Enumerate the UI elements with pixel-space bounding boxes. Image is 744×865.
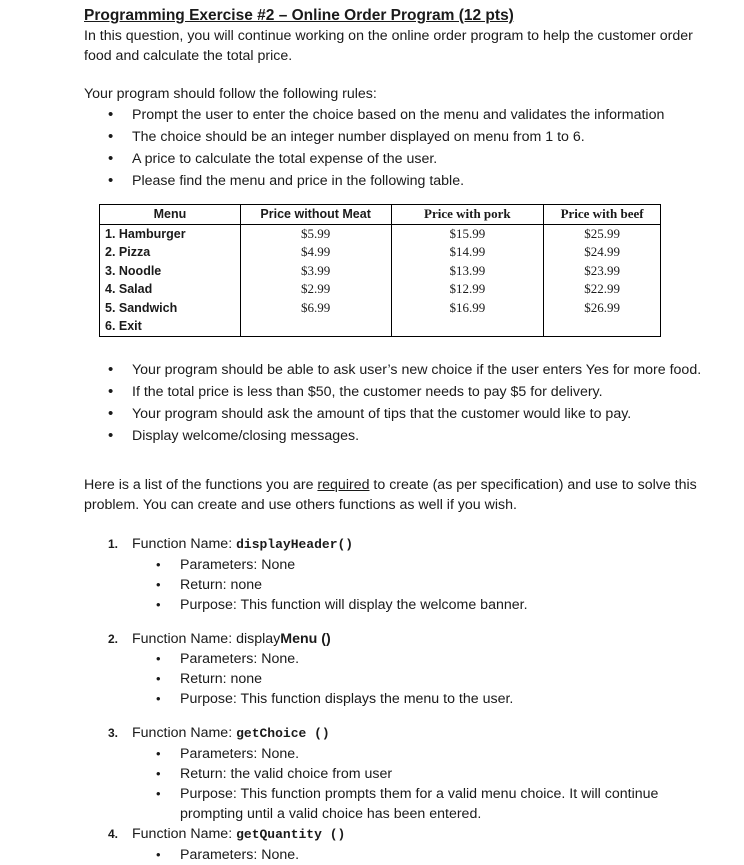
function-number: 2.: [108, 631, 119, 646]
function-details: [132, 845, 724, 865]
function-detail: • Parameters: None.: [132, 744, 724, 764]
function-detail: • Purpose: This function displays the menu to the user.: [132, 689, 724, 709]
price-cell: $16.99: [391, 299, 544, 318]
header-price-no-meat: Price without Meat: [240, 205, 391, 225]
function-item: [84, 723, 724, 824]
header-menu: Menu: [100, 205, 241, 225]
rule-item: • A price to calculate the total expense of the user.: [84, 148, 724, 170]
price-cell: $4.99: [240, 243, 391, 262]
menu-item: 6. Exit: [100, 317, 241, 336]
rule-item: • If the total price is less than $50, the customer needs to pay $5 for delivery.: [84, 381, 724, 403]
price-cell: $12.99: [391, 280, 544, 299]
rules-list: [84, 104, 724, 192]
header-price-pork: Price with pork: [391, 205, 544, 225]
price-cell: $25.99: [544, 224, 661, 243]
price-cell: $24.99: [544, 243, 661, 262]
table-row: [100, 224, 661, 243]
price-cell: $15.99: [391, 224, 544, 243]
intro-paragraph: In this question, you will continue working on the online order program to help the customer order food and calculate the total price.: [84, 28, 693, 64]
function-detail: • Purpose: This function will display the welcome banner.: [132, 595, 724, 615]
rule-item: • Your program should be able to ask user’s new choice if the user enters Yes for more food.: [84, 359, 724, 381]
function-number: 4.: [108, 826, 119, 841]
price-cell: $13.99: [391, 262, 544, 281]
function-detail: • Return: none: [132, 669, 724, 689]
table-header-row: [100, 205, 661, 225]
function-item: [84, 824, 724, 865]
function-name: getQuantity (): [236, 826, 346, 842]
function-label: Function Name:: [132, 825, 237, 842]
price-cell: $26.99: [544, 299, 661, 318]
functions-intro-text: to create (as per specification) and use to solve this problem. You can create and use others functions as well if you wish.: [84, 476, 697, 513]
function-name: getChoice (): [236, 725, 330, 741]
function-detail: • Return: none: [132, 575, 724, 595]
function-item: [84, 629, 724, 709]
rules-heading: Your program should follow the following rules:: [84, 86, 377, 102]
menu-item: 5. Sandwich: [100, 299, 241, 318]
price-cell: $22.99: [544, 280, 661, 299]
menu-item: 3. Noodle: [100, 262, 241, 281]
exercise-title: Programming Exercise #2 – Online Order Program (12 pts): [84, 7, 514, 24]
menu-item: 4. Salad: [100, 280, 241, 299]
table-row: [100, 280, 661, 299]
table-row: [100, 243, 661, 262]
price-cell: $5.99: [240, 224, 391, 243]
function-details: [132, 555, 724, 615]
function-detail: • Parameters: None: [132, 555, 724, 575]
rule-item: • The choice should be an integer number displayed on menu from 1 to 6.: [84, 126, 724, 148]
function-item: [84, 534, 724, 615]
required-word: required: [317, 476, 370, 493]
table-row: [100, 299, 661, 318]
functions-intro: [84, 475, 724, 515]
function-detail: • Parameters: None.: [132, 845, 724, 865]
function-number: 1.: [108, 536, 119, 551]
function-name: Menu (): [280, 630, 331, 647]
rule-item: • Prompt the user to enter the choice based on the menu and validates the information: [84, 104, 724, 126]
table-row: [100, 317, 661, 336]
function-details: [132, 744, 724, 824]
menu-item: 1. Hamburger: [100, 224, 241, 243]
price-cell: [240, 317, 391, 336]
price-cell: [544, 317, 661, 336]
price-cell: $6.99: [240, 299, 391, 318]
function-label: Function Name: display: [132, 630, 281, 647]
functions-intro-text: Here is a list of the functions you are: [84, 476, 318, 493]
table-row: [100, 262, 661, 281]
function-detail: • Purpose: This function prompts them for a valid menu choice. It will continue prompting until a valid choice has been entered.: [132, 784, 724, 824]
function-details: [132, 649, 724, 709]
header-price-beef: Price with beef: [544, 205, 661, 225]
rule-item: • Display welcome/closing messages.: [84, 425, 724, 447]
price-cell: $2.99: [240, 280, 391, 299]
price-cell: $14.99: [391, 243, 544, 262]
function-list: [84, 534, 724, 865]
menu-price-table: [99, 204, 661, 337]
function-number: 3.: [108, 725, 119, 740]
menu-item: 2. Pizza: [100, 243, 241, 262]
rule-item: • Please find the menu and price in the following table.: [84, 170, 724, 192]
function-detail: • Return: the valid choice from user: [132, 764, 724, 784]
rules-list-2: [84, 359, 724, 447]
price-cell: $23.99: [544, 262, 661, 281]
function-label: Function Name:: [132, 535, 237, 552]
price-cell: $3.99: [240, 262, 391, 281]
function-detail: • Parameters: None.: [132, 649, 724, 669]
document: [84, 6, 724, 865]
rule-item: • Your program should ask the amount of tips that the customer would like to pay.: [84, 403, 724, 425]
function-label: Function Name:: [132, 724, 237, 741]
function-name: displayHeader(): [236, 536, 354, 552]
price-cell: [391, 317, 544, 336]
